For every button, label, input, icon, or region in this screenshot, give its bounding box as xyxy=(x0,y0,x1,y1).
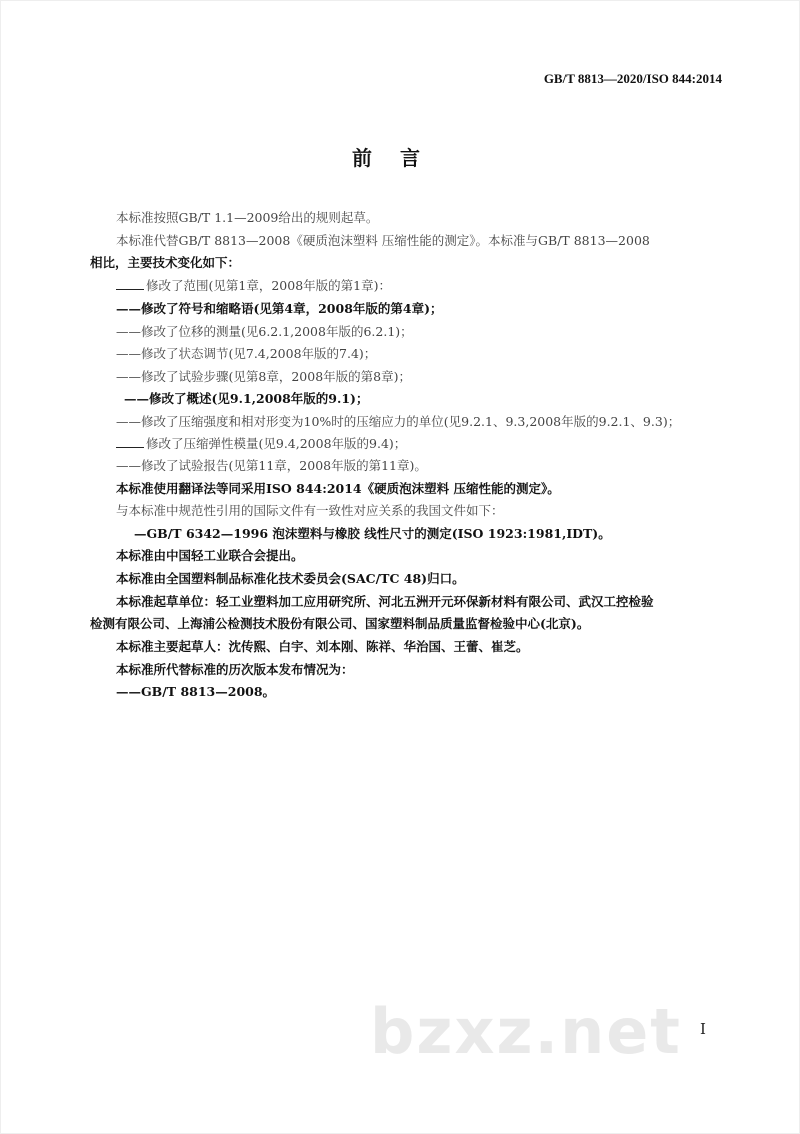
page-title: 前言 xyxy=(352,146,448,170)
body-line-replaces: 本标准代替GB/T 8813—2008《硬质泡沫塑料 压缩性能的测定》。本标准与GB/T 8813—2008 xyxy=(116,233,650,248)
body-line-adoption: 本标准使用翻译法等同采用ISO 844:2014《硬质泡沫塑料 压缩性能的测定》。 xyxy=(116,481,560,496)
body-line-drafters: 本标准主要起草人：沈传熙、白宇、刘本刚、陈祥、华治国、王蕾、崔芝。 xyxy=(116,639,529,654)
change-item-scope xyxy=(116,278,391,294)
change-item-symbols: ——修改了符号和缩略语(见第4章，2008年版的第4章)； xyxy=(116,301,443,316)
change-item-units: ——修改了压缩强度和相对形变为10%时的压缩应力的单位(见9.2.1、9.3,2008年版的9.2.1、9.3)； xyxy=(116,414,681,429)
change-item-scope-text: 修改了范围(见第1章，2008年版的第1章)： xyxy=(146,278,391,293)
body-line-changes-intro: 相比，主要技术变化如下： xyxy=(90,255,241,270)
change-item-modulus xyxy=(116,436,406,452)
change-item-modulus-text: 修改了压缩弹性模量(见9.4,2008年版的9.4)； xyxy=(146,436,407,451)
body-line-proposed-by: 本标准由中国轻工业联合会提出。 xyxy=(116,548,304,563)
change-item-procedure: ——修改了试验步骤(见第8章，2008年版的第8章)； xyxy=(116,369,411,384)
body-line-reference-doc: —GB/T 6342—1996 泡沫塑料与橡胶 线性尺寸的测定(ISO 1923:1981,IDT)。 xyxy=(134,526,611,541)
body-line-centralized-by: 本标准由全国塑料制品标准化技术委员会(SAC/TC 48)归口。 xyxy=(116,571,465,586)
standard-number-header: GB/T 8813—2020/ISO 844:2014 xyxy=(543,71,722,86)
body-line-drafting-units-cont: 检测有限公司、上海浦公检测技术股份有限公司、国家塑料制品质量监督检验中心(北京)。 xyxy=(90,616,590,631)
body-line-history-intro: 本标准所代替标准的历次版本发布情况为： xyxy=(116,662,354,677)
change-item-conditioning: ——修改了状态调节(见7.4,2008年版的7.4)； xyxy=(116,346,377,361)
change-item-displacement: ——修改了位移的测量(见6.2.1,2008年版的6.2.1)； xyxy=(116,324,413,339)
watermark: bzxz.net xyxy=(370,995,682,1068)
change-item-overview: ——修改了概述(见9.1,2008年版的9.1)； xyxy=(124,391,369,406)
body-line-drafting-units: 本标准起草单位：轻工业塑料加工应用研究所、河北五洲开元环保新材料有限公司、武汉工控检验 xyxy=(116,594,654,609)
body-line-correspondence: 与本标准中规范性引用的国际文件有一致性对应关系的我国文件如下： xyxy=(116,503,504,518)
body-line-drafting-rule: 本标准按照GB/T 1.1—2009给出的规则起草。 xyxy=(116,210,379,225)
blank-line xyxy=(116,437,144,448)
body-line-history-item: ——GB/T 8813—2008。 xyxy=(116,684,276,699)
blank-line xyxy=(116,279,144,290)
change-item-report: ——修改了试验报告(见第11章，2008年版的第11章)。 xyxy=(116,458,427,473)
page-number: I xyxy=(700,1020,706,1038)
